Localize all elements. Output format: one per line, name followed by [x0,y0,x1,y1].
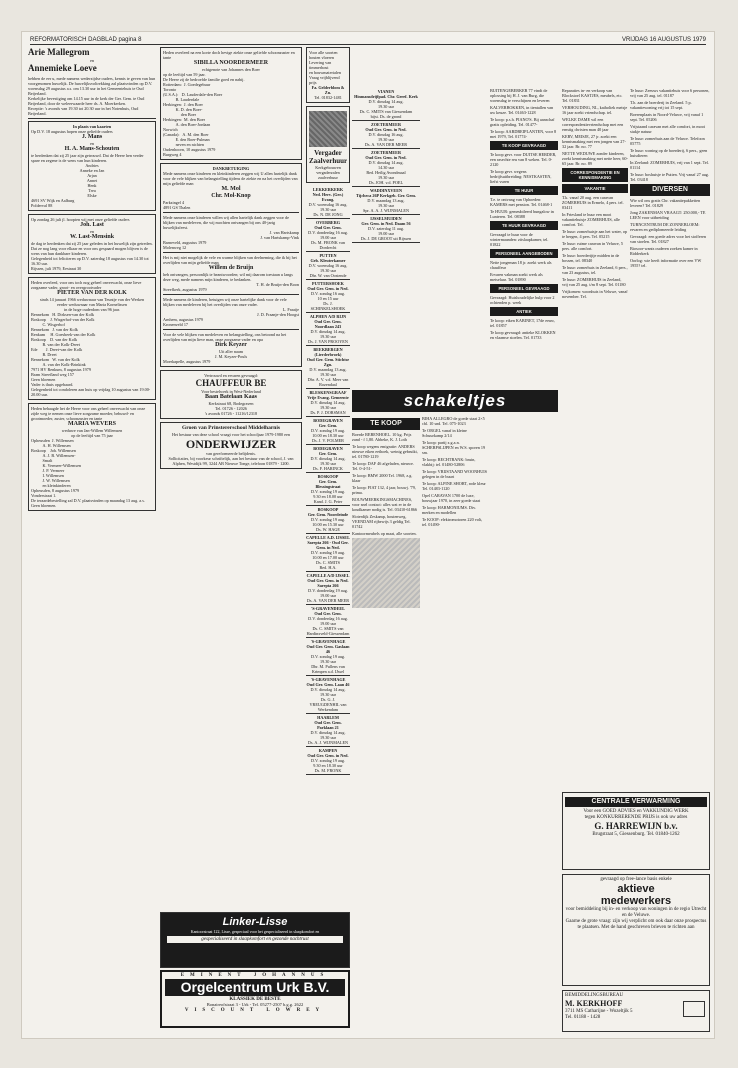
mk-logo-icon [683,1001,705,1017]
ad-title: CENTRALE VERWARMING [565,797,707,807]
box-body: Mede namens de kinderen, betuigen wij onze hartelijke dank voor de vele blijken van medeleven bij het overlijden van onze vader. [163,297,288,307]
church-sub: Hinmansdrijfpad. Chr. Geref. Kerk [354,94,418,99]
church-service [306,676,350,714]
diversen-heading: DIVERSEN [630,184,710,196]
classified-item: Te koop: ALPINE SHORT, rode kleur Tel. 01483-1120 [422,481,487,491]
church-body: D.V. dinsdag 14 aug. 19.30 uur Ds. A. J. WIJNMALEN [307,730,349,745]
column-1 [28,47,156,1032]
classified-item: Te koop: AARDBEIPLANTEN, voor 8 mei 1979, Tel. 01774- [490,129,558,139]
box-name: W. Last-Mensink [69,234,115,240]
church-sub: Oud Ger. Gem. [314,611,342,616]
church-title: BOSKOOP [317,474,339,479]
box-en: en [90,141,94,146]
church-sub: Geb. Kleuterkamer [310,258,346,263]
classified-item: Nette jongeman 18 jr. zoekt werk als chauffeur [490,260,553,270]
church-body: D.V. maandag 13 aug. 19.30 uur Dhr. A. V. v.d. Meer van Rozendaal [307,367,349,387]
box-tail: Opheusden, 8 augustus 1979 Vonderstraat 1. De teraardebestelling zal D.V. plaatsvinden op maandag 13 aug. a.s. Geen bloemen. [31,488,145,508]
classified-item: Te koop: BMW 2000 Tel. 1968, z.g. klaar [352,473,414,483]
classified-list [562,195,628,299]
classified-item: Te koop: HARMONIUMS. Div. merken en modellen [422,505,478,515]
church-title: WADDINXVEEN [369,188,403,193]
ad-addr: Brugstraat 5, Giessenburg. Tel. 01840-1262 [592,832,680,837]
church-title: BOSKOOP [317,507,339,512]
church-service [306,506,350,534]
church-body: D.V. dinsdag 16 aug. 19.30 uur Ds. A. VAN DER MEER [364,132,408,147]
classified-item: Te huur: zomerhuisje aan het water, op te bergen, 4 pers. Tel. 05215 [562,229,629,239]
box-name: H. A. Mans-Schouten [64,146,120,152]
church-service [306,605,350,638]
church-body: D.V. dinsdag 14 aug. 14.30 uur Bed. Heilig Avondmaal 19.30 uur Ds. JOH. v.d. POEL [366,160,406,185]
anniversary-mans [28,121,156,211]
classified-item: NETTE WEDUWE zonder kinderen, zoekt kennismaking met nette heer, 60-65 jaar. Br. no. 89 [562,151,628,166]
ad-band: gespecialiseerd in slaapkomfort en gezonde nachtrust [167,936,343,943]
classified-item: Boerenplaats in Noord-Veluwe, vrij vanaf 1 sept. Tel. 05206 [630,112,705,122]
ad-title: Vergader Zaalverhuur [309,149,348,165]
ad-company: G. HARREWIJN b.v. [594,821,678,831]
classified-item: WELKE DAME wil een correspondentievriendschap met een ernstig christen man 40 jaar [562,117,625,132]
classified-item: Te koop gevr. voor DUITSE HERDER, een rasechte reu van 8 weken. Tel. 0-2120 [490,152,558,167]
classified-item: Gevraagd: Huishoudelijke hulp voor 2 ochtenden p. week [490,295,556,305]
church-title: 'S-GRAVENDEEL [311,606,345,611]
te-huur-heading: TE HUUR [490,186,558,195]
classified-list [490,88,558,139]
ad-company: M. KERKHOFF [565,999,623,1008]
box-body: Op zondag 26 juli jl. hoopten wij met onze geliefde ouders [31,217,130,222]
church-title: LEKKERKERK [312,187,344,192]
ad-addr: Kerkstraat 68, Bodegraven Tel. 01726 - 12026 's avonds 01726 - 11216/12318 [204,401,258,416]
ad-addr: 3711 MS Catharijne - Wozeltjik 5 Tel. 01188 - 1428 [565,1009,633,1020]
box-addr: Moerkapelle, augustus 1979 [163,359,211,364]
ad-line1: Voor een GOED ADVIES en VAKKUNDIG WERK [583,809,689,814]
kerkhoff-ad [562,990,710,1032]
box-name: J. Mans [81,134,103,140]
classified-item: Te koop: p.s.h. PIANO'S. Bij aanschaf gratis opleiding. Tel. 01477- [490,117,556,127]
church-title: PUTTERSHOEK [312,281,344,286]
classified-item: Ervaren vakman zoekt werk als metselaar. Tel. 01890 [490,272,544,282]
church-body: D.V. donderdag 16 aug. 19.00 uur Ds. M. FRONK van Dordrecht [308,230,348,250]
box-addr: Arnhem, augustus 1979 Kronenveld 17 [163,317,203,327]
classified-item: Te koop: DAF 46 afgeladen, nieuwe. Tel. 0-4-51- [352,461,415,471]
church-title: VIANEN [377,89,395,94]
ad-title: CHAUFFEUR BE [195,378,267,388]
header-right: VRIJDAG 16 AUGUSTUS 1979 [621,37,706,43]
classified-list [490,232,558,247]
box-rest: de dag te herdenken dat zij 25 jaar geleden in het huwelijk zijn getreden. Dat ze nog lang voor elkaar en voor ons gespaard mogen blijven is de wens van hun dankbare kinderen. Gelegenheid tot feliciteren op D.V. zaterdag 18 augustus van 14.30 tot 16.30 uur. Rijssen, juli 1979, Eestraat 30 [31,241,153,271]
church-body: D.V. donderdag 19 aug. 19.00 uur Ds. A. VAN DER MEER [306,588,350,603]
church-service [306,417,350,445]
ad-body: Voor alle soorten houten vloeren Levering van timmerhout en bouwmaterialen Vraag vrijblijvend prijs [309,50,341,85]
church-body: D.V. dinsdag 14 aug. 19.30 uur Ds. F. HARINCK [310,456,346,471]
church-body: D.V. zondag 19 aug. 10.00 en 17.00 uur Ds. C. SMITS Bed. H.A. [310,550,346,570]
church-body: D.V. zaterdag 11 aug. 19.00 uur Ds. J. DE GROOT uit Rijssen [360,226,412,241]
classified-item: Gevraagd te huur voor de wintermaanden: zitslaapkamer, tel. 01822 [490,232,550,247]
church-title: IJSSELMUIDEN [370,216,402,221]
church-title: KAMPEN [318,748,338,753]
ad-intro: Groen van Prinstererschool Middelharnis [181,425,281,431]
church-body: D.V. dinsdag 14 aug. 19.30 uur Ds. C. SMITS van Giessendam bijst. Ds. de grond [359,99,413,119]
church-title: 'S-GRAVENHAGE [310,639,346,644]
church-service [306,572,350,605]
church-sub: Oud Ger. Gem. Parklaan 21 [314,720,342,730]
church-service [306,473,350,506]
church-sub: Tijcheca 26P Kerkgeb. Ger. Gem. [356,193,416,198]
box-sig: J. van Hartskamp J. van Hartskamp-Vink [260,230,299,240]
ad-title: medewerkers [600,895,672,907]
church-service [306,747,350,775]
classified-item: Te HUUR: gemeubileerd bungalow in Lunteren. Tel. 08388 [490,209,555,219]
box-body: heb ontvangen, persoonlijk te beantwoorden; wil mij daarom toestaan u langs deze weg, mede namens mijn kinderen, te bedanken. [163,272,294,282]
classified-item: Opel CARAVAN 1700 de luxe, bouwjaar 1970, in zeer goede staat [422,493,481,503]
box-kids: Andries Anneke en Jan Arjan Annet Henk Trea Elske [79,163,105,198]
church-sub: Oud Ger. Gem. in Ned. [307,753,349,758]
box-title: DANKBETUIGING [212,166,250,171]
church-title: BODEGRAVEN [313,418,343,423]
onderwijzer-ad [160,422,302,469]
church-body: D.V. zondag 19 aug. 10.00 en 15.30 uur Ds. W. HAGE [310,517,346,532]
column-6 [490,88,558,1032]
correspondentie-heading: CORRESPONDENTIE EN KENNISMAKING [562,168,628,182]
classified-item: Te koop: eiken KABINET, 17de eeuw, tel. 01857 [490,318,556,328]
church-sub: Oud Ger. Gem. Laan 46 [306,682,350,687]
box-sig: Uit aller naam J. M. Keyzer-Pouls [214,349,248,359]
ad-title: BEMIDDELINGSBUREAU [565,993,624,998]
classified-list [490,152,558,184]
box-addr: Barneveld, augustus 1979 Molenweg 12 [163,240,207,250]
box-title: In plaats van kaarten [72,124,112,129]
classified-item: T.h. aan de boerderij in Zeeland. 5 p. vakantiewoning vrij tot 15 sept. [630,100,693,110]
church-sub: Oud Ger. Gem. [314,225,342,230]
box-intro: Heden behaagde het de Heere voor ons geheel onverwacht van onze zijde weg te nemen onze lieve zorgzame moeder, behuwd- en grootmoeder, zuster, schoonzuster en tante [31,406,147,421]
classified-item: Jong ZAKENMAN VRAAGT: 250.000,- TE LEEN voor uitbreiding [630,210,707,220]
box-body: Mede namens onze kinderen willen wij allen hartelijk dank zeggen voor de blijken van medeleven, die wij mochten ontvangen bij ons 40-jarig huwelijksfeest. [163,215,290,230]
ad-addr: Bonaireofstraat 3 - Urk - Tel. 05277-2507 b.g.g. 2622 [206,1002,304,1007]
classified-item: Te huur: zomerhuis in Zeeland, 6 pers., van 23 augustus, tel. [562,265,629,275]
church-body: D.V. woensdag 16 aug. 19.30 uur Ds. N. DE JONG [308,202,348,217]
ad-title: aktieve [617,883,655,895]
box-body: Mede namens onze kinderen en kleinkinderen zeggen wij U allen hartelijk dank voor de vele blijken van belangstelling tijdens de ziekte en na het overlijden van mijn geliefde man [163,171,299,186]
ad-body: voor bemiddeling bij in- en verkoop van woningen in de regio Utrecht en de Veluwe. [565,907,708,918]
vakantie-heading: VAKANTIE [562,184,628,193]
church-service [352,187,420,215]
column-7 [562,88,628,788]
ad-sub: KLASSIEK DE BESTE [229,997,281,1002]
box-name: PIETER VAN DER KOLK [57,290,127,296]
classified-item: Boerde REBENHOEL. 10 kg. Prijs zand - f 1,80. Abbeke, K. J. Loth [352,432,413,442]
te-koop-list [352,432,420,536]
church-title: BLESKENSGRAAF [309,390,347,395]
classified-item: Te koop: RECHTBANK: bruin, vlakbij: tel. 01480-52806 [422,457,477,467]
church-body: D.V. maandag 13 aug. 19.30 uur Spr. A. A. J. WIJNMALEN [363,198,409,213]
church-sub: Oud Ger. Gem. in Ned. [365,127,407,132]
church-sub: Ger. Gem. Blessingstraat [315,479,341,489]
classified-item: BUITENGEBERKER 77 vindt de oplossing bij H. J. van Burg, die woensdag te verschijnen en leveren [490,88,550,103]
classified-item: Te huur: ZOMERHUIS in Zeeland, vrij van 25 aug. t/m 8 sept. Tel. 01180 [562,277,626,287]
classified-item: Te huur: boshuisje te Putten. Vrij vanaf 27 aug. Tel. 03418 [630,172,710,182]
church-service [306,186,350,219]
church-sub: Sarepta 266 - Oud Ger. Gem. in Ned. [307,540,349,550]
classified-item: Te huur: boerderijtje midden in de bossen, tel. 08340 [562,253,621,263]
church-service [306,638,350,676]
ad-tel: Tel. 01832-1481 [314,95,342,100]
column-3 [306,47,350,1032]
box-sub: weduwe van Jan-Willem Willemsen [61,428,123,433]
header-left: REFORMATORISCH DAGBLAD pagina 8 [30,37,142,43]
church-body: D.V. zondag 19 aug. 10.00 en 18.30 uur Ds. J. V. FOLMER [310,428,346,443]
box-tail: 7971 HV Renkum, 8 augustus 1979 Bram Streefland weg 157 Geen bloemen Vader is thuis opgebaard. Gelegenheid tot condoleren aan huis op vrijdag 10 augustus van 19.00-20.00 uur. [31,367,151,397]
ad-illustration [352,538,420,608]
classified-list [490,295,558,305]
church-body: D.V. donderdag 16 aug. 19.00 uur Ds. C. SMITS van Hardinxveld-Giessendam [306,616,350,636]
announcement-body: hebben de eer u, mede namens wederzijdse ouders, kennis te geven van hun voorgenomen huwelijk. De huwelijksvoltrekking zal plaatsvinden op D.V. woensdag 29 augustus a.s. om 13.30 uur in het Gemeentehuis te Oud Beijerland. Kerkelijke bevestiging om 14.15 uur in de kerk der Ger. Gem. te Oud Beijerland, door de weleerwaarde heer ds. A. Moerkerken. Receptie: 's avonds van 19.30 tot 20.30 uur in het Notenhuis, Oud Beijerland. [28,76,156,116]
classified-item: Te huur: ruime caravan in Veluwe, 5 pers. alle comfort. [562,241,624,251]
church-title: ZOETERMEER [370,150,402,155]
box-name: Chr. Mol-Knop [211,193,251,199]
church-title: BEEKBERGEN (Lierderbroek) [313,347,343,357]
classified-item: Te ORGEL vanaf in kleine Schuurkamp 2/14 [422,428,468,438]
box-age: op de leeftijd van 75 jaar [71,433,113,438]
classified-item: In Zeeland: ZOMERHUIS, vrij van 1 sept. Tel. 01114 [630,160,710,170]
church-title: ALPHEN A/D RIJN [309,314,347,319]
classified-item: Gevraagd: een goede adres voor het stofferen van stoelen. Tel. 01827 [630,234,708,244]
chauffeur-ad [160,370,302,419]
classified-item: T.e. te ontvang van Ophoeden: KAMERS met pension. Tel. 01468-1 [490,197,553,207]
church-body: D.V. dinsdag 14 aug. 19.30 uur Ds. P. J. DORSMAN [310,400,346,415]
box-intro: Heden overleed na een korte doch hevige ziekte onze geliefde schoonzuster en tante [163,50,296,60]
church-service [352,215,420,243]
church-title: PUTTEN [319,253,337,258]
box-tail: Oudenhoorn, 10 augustus 1979 Burgweg 4 [163,147,216,157]
page-header [30,36,706,45]
church-service [306,219,350,252]
church-sub: Oud Ger. Gem. in Ned. [365,155,407,160]
te-koop-heading: TE KOOP [352,418,420,430]
church-title: OVERBERG [316,220,340,225]
classified-item: Kantoormeubels op maat, alle soorten. [352,531,417,536]
church-services [306,186,350,775]
ad-company: Baan Batelaan Kaas [204,394,257,400]
classified-item: Te koop gevr. wegens bedrijfsuitbreiding: NESTKASTEN, liefst vuren [490,169,553,184]
classified-item: In Friesland te huur een mooi vakantiehuisje ZOMERHUIS, alle comfort. Tel. [562,212,621,227]
column-8 [630,88,710,788]
box-name: M. Mol [221,186,241,192]
ad-intro: Vertrouwd en ervaren gevraagd: [204,373,258,378]
ad-body: Het bestuur van deze school vraagt voor het schooljaar 1979-1980 een [172,431,290,437]
classified-list [490,260,558,282]
church-sub: Ger. Gem. in Ned. Daam 56 [361,221,411,226]
ad-line2: tegen KONKURRERENDE PRIJS is ook uw adres [584,815,688,820]
announcement-name-2: Annemieke Loeve [28,63,97,73]
newspaper-page [22,32,714,1038]
church-body: D.V. woensdag 16 aug. 19.30 uur Dhr. W. van Oostende [308,263,348,278]
box-sig: T. H. de Bruijn-den Boon [256,282,299,287]
church-sub: Ned. Herv. (Ger.) Evang. [312,192,344,202]
ad-tail: Sollicitaties, bij voorkeur schriftelijk, aan het bestuur van de school, J. van Alphen, Westdijk 99, 3244 AB Nieuwe Tonge, telefoon 01879 - 1200. [168,455,295,466]
church-service [306,445,350,473]
box-sub: sinds 14 januari 1966 weduwnaar van Teuntje van der Werken [39,297,145,302]
church-sub: Ger. Gem. [318,423,338,428]
box-name: Joh. Last [80,222,104,228]
classified-item: KALVERBOKKEN, in tientallen van uw keuze. Tel. 01463-1228 [490,105,555,115]
box-en: en [90,229,94,234]
classified-item: BOUWMEERKINGSMACHINES, voor snel contact: alles wat er in de koudkamer nodig is. Tel. 03410-61866 [352,497,417,512]
ad-sub: van gereformeerde belijdenis. [206,450,256,456]
orgelcentrum-urk-ad [160,970,350,1028]
classified-item: TURNCENTRUM DE ZONNEBLOEM: ervaren en gediplomeerde leiding [630,222,701,232]
church-body: D.V. zondag 19 aug. 9.30 en 18.30 uur Ds. M. FRONK [310,758,346,773]
ad-title: Linker-Lisse [222,916,288,928]
centrale-verwarming-ad [562,792,710,870]
church-service [352,149,420,187]
church-sub: Vrije Evang. Gemeente [307,395,349,400]
anniversary-last [28,214,156,274]
church-service [352,121,420,149]
te-koop-gevraagd-heading: TE KOOP GEVRAAGD [490,141,558,150]
classified-item: Te koop: FIAT 132, 4 jaar, bouwj. '79, prima. [352,485,417,495]
classified-list [422,416,488,527]
classified-item: Te koop: partij z.g.a.n. SCHERPSLIJPEN en W.S. sporen 19 sm. [422,440,487,455]
classified-item: Sloterdijk Zeskamp, houtenweg, VEENDAM rijbewijs 3 geldig Tel. 01742 [352,514,412,529]
box-name: Dirk Keyzer [215,342,247,348]
ad-body: Kantoorstraat 122, Lisse, gespeciaal voor het gespecialiseerd in slaapkomfort en [190,929,320,934]
classified-item: Te huur: woning op de boerderij, 6 pers., geen huisdieren [630,148,709,158]
box-age: op de leeftijd van 59 jaar. [163,72,206,77]
classified-item: KERV, MEISJE, 27 jr. zoekt een kennismaking met een jongen van 27-32 jaar. Br. no. 77 [562,134,626,149]
classified-item: T.k. vanaf 20 aug. een caravan ZOMERHUIS in Ermelo, 4 pers. tel. 03411 [562,195,625,210]
church-title: CAPELLE A.D. IJSSEL [306,535,350,540]
ad-sub: Voor bestelwerk in West-Nederland [201,389,261,394]
ad-bottom: VISCOUNT LOWREY [184,1008,326,1013]
box-family: Rotterdam: J. Goedegebuur Toronto (U.S.A.): D. Lauderdale-den Boer B. Lauderdale Herkingen: J. den Boer K. D. den Boer- den Boer Herkingen: M. den Boer A. den Boer-Jordaan Norwich (Canada): A. M. den Boer E. den Boer-Pulman neven en nichten [163,82,223,147]
church-title: 'S-GRAVENHAGE [310,677,346,682]
classified-list [490,318,558,340]
church-sub: Oud Ger. Gem. in Ned. Sarepta 266 [307,578,349,588]
box-sub2: eerder weduwnaar van Maria Kornelissen in de hoge ouderdom van 96 jaar. [57,302,127,312]
te-huur-gevraagd-heading: TE HUUR GEVRAAGD [490,221,558,230]
ad-top: EMINENT JOHANNUS [180,973,330,978]
classified-item: VERHOUDING, NL, katholiek meisje 16 jaar zoekt vriendschap. tel. [562,105,629,115]
box-intro: Heden overleed, voor ons toch nog geheel onverwacht, onze lieve zorgzame vader, groot- en overgrootvader [31,280,143,290]
box-addr: Streefkerk, augustus 1979 [163,287,207,292]
church-title: HAARLEM [317,715,339,720]
box-sig: L. Fraaije J. D. Fraanje-den Hoogst [257,307,299,317]
church-sub: Oud Ger. Gem. Gaslaan 46 [306,644,350,654]
column-2 [160,47,302,1032]
church-body: D.V. dinsdag 14 aug. 19.30 uur Ds. J. VAN PROOYEN [308,329,348,344]
classified-item: BIHA ALLEGRO de goede staat 2×5 cbl. 10 snd. Tel. 075-1023 [422,416,486,426]
ad-intro: gevraagd op free-lance basis enkele [600,877,672,882]
box-sub: echtgenote van Johannes den Boer [202,67,260,72]
classified-item: Vrijstaand caravan met alle comfort, in mooi stukje natuur [630,124,707,134]
classified-list [630,88,710,182]
classified-item: Te huur: Zeeuws vakantiehuis voor 6 personen, vrij van 25 aug. tel. 01187 [630,88,711,98]
box-name: MARIA WEVERS [67,421,117,427]
ad-title: ONDERWIJZER [185,436,277,451]
church-service [306,280,350,313]
classified-item: Te koop wegens emigratie: ANDERS nieuwe eiken eethoek, weinig gebruikt, tel. 01780-1219 [352,444,419,459]
obituary-van-der-kolk [28,277,156,400]
church-body: D.V. zondag 19 aug. 9.30 en 18.00 uur Kand. J. G. Peter [310,489,346,504]
church-sub: Oud Ger. Gem. in Ned. [307,286,349,291]
church-sub: Ger. Gem. Noordeinde [307,512,349,517]
box-intro: Het is mij niet mogelijk de vele en warme blijken van deelneming, die ik bij het overlijden van mijn geliefde man [163,255,298,265]
classified-item: Te koop gevraagd: antieke KLOKKEN en vlaamse stoelen. Tel. 01733 [490,330,557,340]
dankbetuiging [160,163,302,367]
church-sub: Ger. Gem. [318,451,338,456]
gelderblom-ad [306,47,350,103]
box-family: Bennekom H. Dirksen-van der Kolk Boskoop J. Wisgerhof-van der Kolk C. Wisgerhof Bennekom J. van der Kolk Renkum H. Goesbeek-van der Kolk Boskoop D. van der Kolk B. van der Kolk-Dreet Ede J. Dreet-van der Kolk B. Dreet Bennekom W. van der Kolk A. van der Kolk-Brinkink [31,312,96,367]
classified-item: Te huur: zomerhuis aan de Veluwe. Telefoon 05775 [630,136,706,146]
box-name: Willem de Bruijn [208,265,254,271]
ad-tail: Gaarne de grote vraag: zijn wij verplicht om ook daar onze prospectus te plaatsen. Met de hand geschreven brieven te richten aan [565,919,708,930]
schakeltjes-banner: schakeltjes [352,390,558,412]
announcement-name-1: Arie Mallegrom [28,47,90,57]
ad-photo [309,111,347,147]
classified-list [562,88,628,166]
classified-item: Reparaties in- en verkoop van Blockstoel KASTJES, meubels, etc. Tel. 01831 [562,88,624,103]
box-addr: 4691 SV Wijk en Aalburg Polderval 88 [31,198,75,208]
church-services-2 [352,88,420,243]
classified-item: Biosoor-wants ouderen zoeken kamer in Ridderkerk [630,246,699,256]
church-sub: Oud Ger. Gem. Stichtse Zgn. [306,357,350,367]
column-5 [422,416,488,1032]
personeel-gevraagd-heading: PERSONEEL GEVRAAGD [490,284,558,293]
church-service [306,346,350,389]
announcement-en: en [90,58,94,63]
classified-item: Te KOOP: elektromotoren 220 volt, tel. 01490- [422,517,484,527]
church-service [306,313,350,346]
ad-title: Orgelcentrum Urk B.V. [165,979,345,996]
church-service [306,714,350,747]
classified-item: Oorlog: wie heeft informatie over een VW 1955? tel. [630,258,703,268]
box-body: De Heere zij de bedroefde familie goed en nabij. [163,77,245,82]
obituary-noordermeer [160,47,302,160]
church-service [306,252,350,280]
vergaderzaal-ad [306,106,350,183]
linker-lisse-ad [160,912,350,968]
antiek-heading: ANTIEK [490,307,558,316]
box-body: Voor de vele blijken van medeleven en belangstelling, ons betoond na het overlijden van mijn lieve man, onze zorgzame vader en opa [163,332,288,342]
church-service [352,88,420,121]
box-body: te herdenken dat zij 25 jaar zijn getrouwd. Dat de Heere hen verder spare en zegene is de wens van hun kinderen. [31,153,145,163]
classified-item: Te koop: VRIJSTAAND WOONHUIS gelegen in de buurt [422,469,488,479]
church-title: ZOETERMEER [370,122,402,127]
classified-list [630,198,710,268]
box-name: SIBILLA NOORDERMEER [193,60,269,66]
church-title: BODEGRAVEN [313,446,343,451]
classified-item: Wie wil ons gratis Chr. vakantiepakketten leveren? Tel. 01829 [630,198,702,208]
ad-body: Kerkgebouwen vergaderzalen zaalverhuur [315,165,341,180]
church-body: D.V. dinsdag 14 aug. 19.30 uur Ds. G. J. VREUGDENHIL van Werkendam [309,687,347,712]
obituary-wevers [28,403,156,511]
box-family: Opheusden J. Willemsen A. H. Willemsen Boskoop Joh. Willemsen A. J. B. Willemsen- Smalt K. Vermeer-Willemsen J. P. Vermeer I. Willemsen J. W. Willemsen en kleinkinderen [31,438,82,488]
classified-item: Vrijkomen: woonhuis in Veluwe, vanaf november. Tel. [562,289,629,299]
church-service [306,389,350,417]
column-4 [352,88,420,390]
church-body: D.V. zondag 16 aug. 10 en 15 uur Ds. J. SCHINKELSHOEK [310,291,346,311]
box-intro: Op D.V. 18 augustus hopen onze geliefde ouders [31,129,113,134]
classified-list [490,197,558,219]
column-4-lower [352,416,420,1032]
box-addr: Parkzingel 4 4891 GS Thalen [163,200,191,210]
medewerkers-ad [562,874,710,986]
church-title: CAPELLE A/D IJSSEL [306,573,350,578]
ad-company: Fa. Gelderblom & Zn. [311,85,345,95]
church-service [306,534,350,572]
personeel-aangeboden-heading: PERSONEEL AANGEBODEN [490,249,558,258]
church-sub: Oud Ger. Gem. Noordlaan 243 [314,319,342,329]
church-body: D.V. zondag 19 aug. 19.30 uur Dhr. M. Pullens van Krimpen a.d. IJssel [310,654,346,674]
